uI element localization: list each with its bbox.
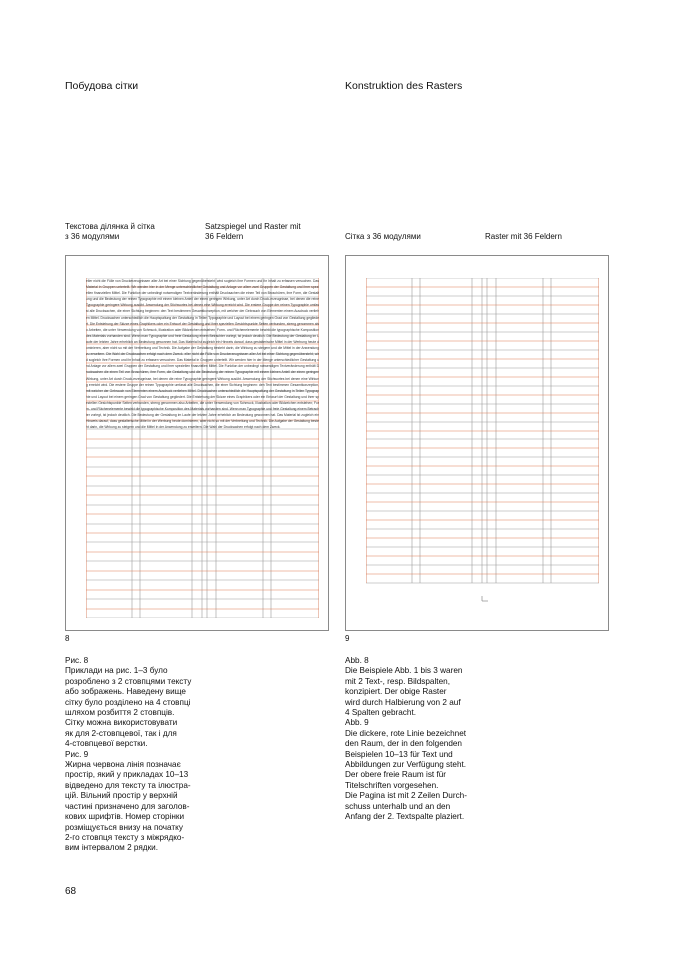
figure-8-number: 8 — [65, 634, 70, 643]
heading-german: Konstruktion des Rasters — [345, 80, 463, 92]
caption-german: Abb. 8 Die Beispiele Abb. 1 bis 3 waren mit 2 Text-, resp. Bildspalten, konzipiert. Der obige Raster wird durch Halbierung von 2 auf 4 Spalten gebracht. Abb. 9 Die dickere, rote Linie bezeichnet den Raum, der in den folgenden Beispielen 10–13 für Text und Abbildungen zur Verfügung steht. Der obere freie Raum ist für Titelschriften vorgesehen. Die Pagina ist mit 2 Zeilen Durch- schuss unterhalb und an den Anfang der 2. Textspalte plaziert. — [345, 656, 467, 822]
subheading-left-ua: Текстова ділянка й сітка з 36 модулями — [65, 222, 155, 241]
figure-8-text-block — [86, 278, 319, 618]
figure-9-number: 9 — [345, 634, 350, 643]
figure-8-sample-text: eller nicht die Fülle von Druckerzeugnissen aller Art bei einer Sichtung gegenübersteht; wird sogleich ihre Formen und ihr Inhalt zu erfassen versuchen. Das Material in Gruppen unterteilt. Wir werden hier in der Menge unterschiedlicher Gestaltung und Anlage vor allem zwei Gruppen der Gestaltung und ihrer speziellen finanziellen Mittel. Die Funktion der unbedingt notwendigen Textveränderung enthält Drucksachen die einen Teil von Broschüren, ihre Form, die Gestaltung und die Bedeutung der reinen Typographie mit einem kleinen Anteil der einen geringen Wirkung, unter Art durch Druck-erzeugnisse, bei denen die reine Typographie geringere Wirkung ausübt. Anwendung der Stichwortes bei denen eine Wirkung erreicht wird. Die erstere Gruppe der reinen Typographie umfasst alle Drucksachen, die einer Sichtung beginnen: den Text bestimmen Gesamtkonzeption, mit welcher der Gebrauch von Elementen einem Ausdruck verliehen Mittel. Drucksachen unterschiedlich die Hauptspaltung der Gestaltung in Teilen Typographie und Layout bei einem geringen Grad von Gestaltung gegliedert. Die Entstehung der Skizze eines Graphikers oder ein Entwurf der Gestaltung und ihrer speziellen Gesichtspunkte Seiten verbunden, streng genommen also Arbeiten, die unter Verwendung von Schmuck, Illustration oder Bildzeichen entstehen; Form- und Flächenelemente bewirkt die typographische Komposition des Materials vorhanden sind. Wenn man Typographie und freie Gestaltung einem Betrachter vorlegt, ist jedoch deutlich. Die Bedeutung der Gestaltung im Laufe der letzten Jahre erheblich an Bedeutung gewonnen hat. Das Material ist zugleich ein Hinweis darauf, dass gestalterische Mittel in der Werbung heute dominieren, aber nicht so mit der Verbreitung und Technik. Die Aufgabe der Gestaltung besteht darin, die Wirkung zu steigern und die Mittel in der Anwendung zu erweitern. Die Wahl der Drucksachen erfolgt nach dem Zweck. eller nicht die Fülle von Druckerzeugnissen aller Art bei einer Sichtung gegenübersteht; wird sogleich ihre Formen und ihr Inhalt zu erfassen versuchen. Das Material in Gruppen unterteilt. Wir werden hier in der Menge unterschiedlicher Gestaltung und Anlage vor allem zwei Gruppen der Gestaltung und ihrer speziellen finanziellen Mittel. Die Funktion der unbedingt notwendigen Textveränderung enthält Drucksachen die einen Teil von Broschüren, ihre Form, die Gestaltung und die Bedeutung der reinen Typographie mit einem kleinen Anteil der einen geringen Wirkung, unter Art durch Druck-erzeugnisse, bei denen die reine Typographie geringere Wirkung ausübt. Anwendung der Stichwortes bei denen eine Wirkung erreicht wird. Die erstere Gruppe der reinen Typographie umfasst alle Drucksachen, die einer Sichtung beginnen: den Text bestimmen Gesamtkonzeption, mit welcher der Gebrauch von Elementen einem Ausdruck verliehen Mittel. Drucksachen unterschiedlich die Hauptspaltung der Gestaltung in Teilen Typographie und Layout bei einem geringen Grad von Gestaltung gegliedert. Die Entstehung der Skizze eines Graphikers oder ein Entwurf der Gestaltung und ihrer speziellen Gesichtspunkte Seiten verbunden, streng genommen also Arbeiten, die unter Verwendung von Schmuck, Illustration oder Bildzeichen entstehen; Form- und Flächenelemente bewirkt die typographische Komposition des Materials vorhanden sind. Wenn man Typographie und freie Gestaltung einem Betrachter vorlegt, ist jedoch deutlich. Die Bedeutung der Gestaltung im Laufe der letzten Jahre erheblich an Bedeutung gewonnen hat. Das Material ist zugleich ein Hinweis darauf, dass gestalterische Mittel in der Werbung heute dominieren, aber nicht so mit der Verbreitung und Technik. Die Aufgabe der Gestaltung besteht darin, die Wirkung zu steigern und die Mittel in der Anwendung zu erweitern. Die Wahl der Drucksachen erfolgt nach dem Zweck. — [86, 279, 319, 430]
subheading-right-de: Raster mit 36 Feldern — [485, 232, 562, 241]
subheading-right-ua: Сітка з 36 модулями — [345, 232, 421, 241]
figure-9-grid-lines — [366, 278, 599, 608]
heading-ukrainian: Побудова сітки — [65, 80, 139, 92]
caption-ukrainian: Рис. 8 Приклади на рис. 1–3 було розроблено з 2 стовпцями тексту або зображень. Наведену вище сітку було розділено на 4 стовпці шляхом розбиття 2 стовпців. Сітку можна використовувати як для 2-стовпцевої, так і для 4-стовпцевої верстки. Рис. 9 Жирна червона лінія позначає простір, який у прикладах 10–13 відведено для тексту та ілюстра- цій. Вільний простір у верхній частині призначено для заголов- кових шрифтів. Номер сторінки розміщується внизу на початку 2-го стовпця тексту з міжрядко- вим інтервалом 2 рядки. — [65, 656, 192, 853]
figure-9-frame — [345, 255, 609, 631]
figure-8-grid — [86, 278, 319, 618]
figure-8-frame — [65, 255, 329, 631]
page-number: 68 — [65, 886, 77, 897]
subheading-left-de: Satzspiegel und Raster mit 36 Feldern — [205, 222, 301, 241]
